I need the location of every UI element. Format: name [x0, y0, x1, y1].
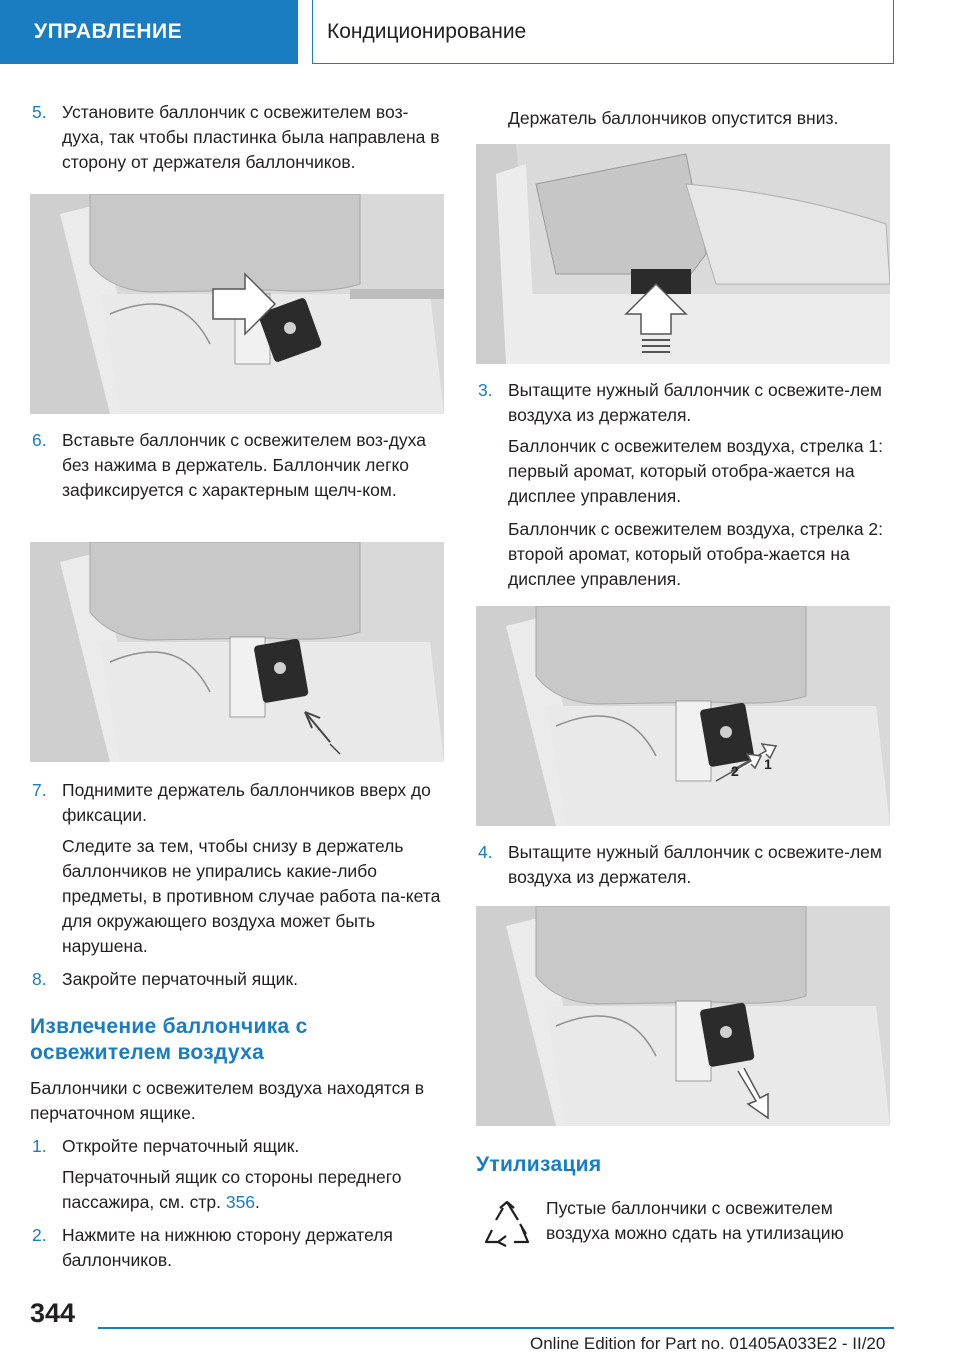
- page-number: 344: [30, 1298, 76, 1328]
- step-7-note: Следите за тем, чтобы снизу в держатель баллончиков не упирались какие-либо предметы, в противном случае работа па-кета для окружающего воздуха может быть нарушена.: [62, 836, 441, 956]
- section-heading-remove: Извлечение баллончика с освежителем воздуха: [30, 1015, 308, 1064]
- arrow-label-1: 1: [764, 756, 772, 772]
- step-number: 3.: [478, 380, 493, 400]
- step-number: 4.: [478, 842, 493, 862]
- footer-divider: [98, 1327, 894, 1329]
- arrow-label-2: 2: [731, 763, 739, 779]
- left-column-3: [30, 778, 444, 1279]
- step-3-note-1: Баллончик с освежителем воздуха, стрелка 1: первый аромат, который отобра-жается на дисплее управления.: [508, 436, 884, 506]
- step-8: [30, 967, 444, 992]
- step-6: [30, 428, 444, 503]
- intro-paragraph: Баллончики с освежителем воздуха находятся в перчаточном ящике.: [30, 1078, 425, 1123]
- step-text: Вытащите нужный баллончик с освежите-лем воздуха из держателя.: [508, 380, 882, 425]
- step-number: 1.: [32, 1136, 47, 1156]
- figure-cartridge-locked: [30, 542, 444, 762]
- left-column: [30, 100, 444, 181]
- step-3-note-2: Баллончик с освежителем воздуха, стрелка 2: второй аромат, который отобра-жается на дисплее управления.: [508, 519, 884, 589]
- step-2-continuation: Держатель баллончиков опустится вниз.: [508, 108, 839, 128]
- remove-step-1: [30, 1134, 444, 1159]
- step-text: Вытащите нужный баллончик с освежите-лем воздуха из держателя.: [508, 842, 882, 887]
- step-text: Закройте перчаточный ящик.: [62, 969, 298, 989]
- step-number: 7.: [32, 780, 47, 800]
- footer-edition: Online Edition for Part no. 01405A033E2 - II/20: [530, 1334, 886, 1353]
- step-text: Поднимите держатель баллончиков вверх до фиксации.: [62, 780, 431, 825]
- step-text: Установите баллончик с освежителем воз-духа, так чтобы пластинка была направлена в сторону от держателя баллончиков.: [62, 102, 440, 172]
- figure-cartridge-arrows: [476, 606, 890, 826]
- figure-holder-lowered: [476, 144, 890, 364]
- step-text: Вставьте баллончик с освежителем воз-духа без нажима в держатель. Баллончик легко зафиксируется с характерным щелч-ком.: [62, 430, 426, 500]
- section-tab[interactable]: УПРАВЛЕНИЕ: [0, 0, 298, 64]
- step-text: Откройте перчаточный ящик.: [62, 1136, 300, 1156]
- section-heading-disposal: Утилизация: [476, 1153, 602, 1176]
- step-7: [30, 778, 444, 828]
- right-column-2: [476, 378, 892, 600]
- step-text: Нажмите на нижнюю сторону держателя баллончиков.: [62, 1225, 393, 1270]
- step-number: 2.: [32, 1225, 47, 1245]
- remove-step-4: [476, 840, 892, 890]
- topic-title: Кондиционирование: [312, 0, 894, 64]
- figure-insert-cartridge: [30, 194, 444, 414]
- remove-step-1-note: Перчаточный ящик со стороны переднего пассажира, см. стр. 356.: [62, 1167, 402, 1212]
- figure-cartridge-removed: [476, 906, 890, 1126]
- remove-step-2: [30, 1223, 444, 1273]
- right-column-4: [476, 1152, 892, 1188]
- recycle-icon: [480, 1198, 534, 1252]
- right-column-3: [476, 840, 892, 896]
- disposal-text: Пустые баллончики с освежителем воздуха можно сдать на утилизацию: [546, 1198, 844, 1243]
- step-number: 6.: [32, 430, 47, 450]
- remove-step-3: [476, 378, 892, 428]
- step-number: 5.: [32, 102, 47, 122]
- left-column-2: [30, 428, 444, 509]
- step-number: 8.: [32, 969, 47, 989]
- step-5: [30, 100, 444, 175]
- right-column: [476, 106, 892, 139]
- page-reference-link[interactable]: 356: [225, 1192, 256, 1212]
